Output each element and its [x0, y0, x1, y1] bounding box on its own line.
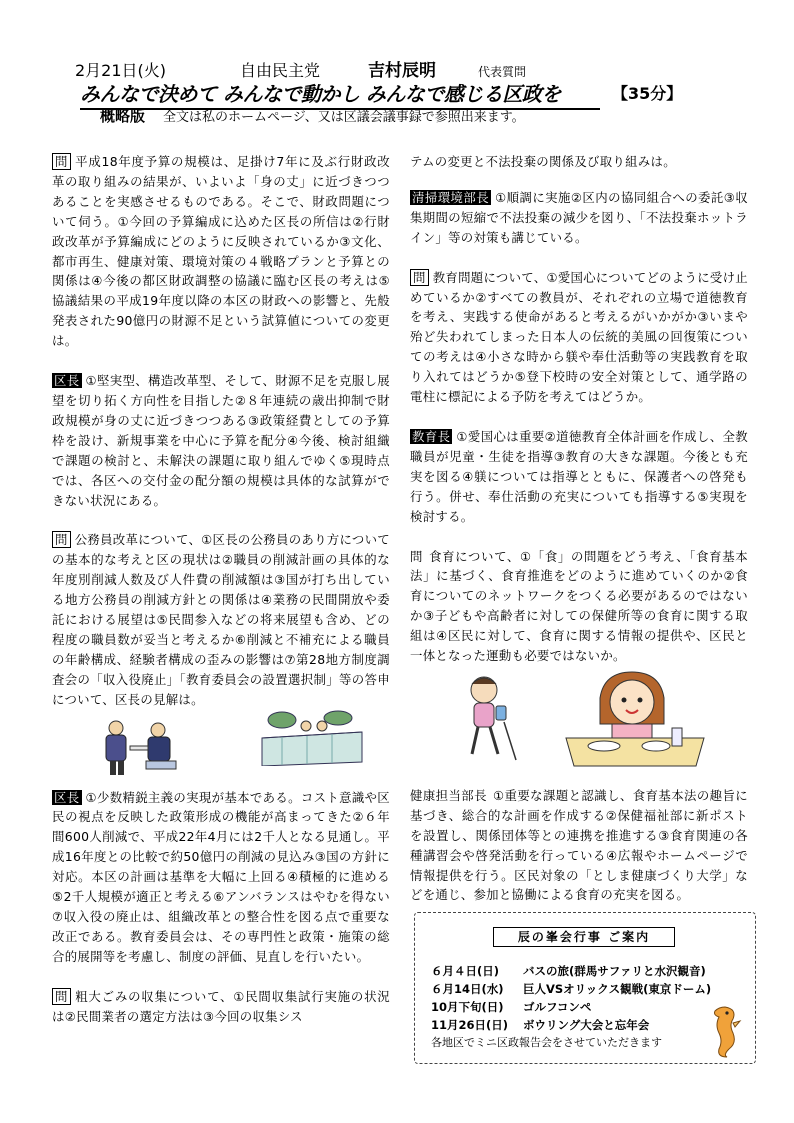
event-text: 巨人VSオリックス観戦(東京ドーム) — [523, 982, 712, 996]
question-education — [410, 268, 748, 407]
question-text: 公務員改革について、①区長の公務員のあり方についての基本的な考えと区の現状は②職員の削減計画の具体的な年度別削減人数及び人件費の削減額は③国が打ち出している地方公務員の削減方針との関係は④業務の民間開放や委託における展望は⑤民間参入などの将来展望も含め、どの程度の職員数が妥当と考えるか⑥削減と不補充による職員の年齢構成、経験者構成の歪みの影響は⑦第28地方制度調査会の「収入役廃止」「教育委員会の設置選択制」等の答申について、区長の見解は。 — [52, 532, 390, 707]
question-civil-service — [52, 530, 390, 709]
answer-tag: 清掃環境部長 — [412, 189, 490, 205]
question-text: 粗大ごみの収集について、①民間収集試行実施の状況は②民間業者の選定方法は③今回の収集シス — [52, 988, 390, 1024]
food-illustration — [410, 672, 748, 772]
left-column — [52, 152, 390, 1047]
events-note: 各地区でミニ区政報告会をさせていただきます — [431, 1036, 662, 1049]
event-date: 10月下旬(日) — [431, 1000, 504, 1014]
answer-garbage — [410, 188, 748, 248]
answer-text: ①順調に実施②区内の協同組合への委託③収集期間の短縮で不法投棄の減少を図り、「不法投棄ホットライン」等の対策も講じている。 — [410, 189, 748, 245]
summary-note: 全文は私のホームページ、又は区議会議事録で参照出来ます。 — [163, 110, 525, 125]
page-title: みんなで決めて みんなで動かし みんなで感じる区政を — [80, 82, 600, 110]
answer-text: ①愛国心は重要②道徳教育全体計画を作成し、全教職員が児童・生徒を指導③教育の大きな課題。今後とも充実を図る④躾については指導とともに、保護者への啓発も行う。併せ、奉仕活動の充実についても指導する⑤実現を検討する。 — [410, 428, 748, 524]
answer-text: ①重要な課題と認識し、食育基本法の趣旨に基づき、総合的な計画を作成する②保健福祉部に新ポストを設置し、関係団体等との連携を推進する③食育関連の各種講習会や啓発活動を行っている④広報やホームページで情報提供を行う。区民対象の「としま健康づくり大学」などを通じ、参加と協働による食育の充実を図る。 — [410, 787, 749, 903]
question-text: テムの変更と不法投棄の関係及び取り組みは。 — [410, 154, 676, 169]
answer-tag: 区長 — [54, 373, 80, 389]
answer-tag: 健康担当部長 — [410, 787, 487, 803]
question-budget — [52, 152, 390, 351]
officials-clipart — [86, 718, 196, 776]
question-garbage — [52, 987, 390, 1027]
event-row — [431, 999, 591, 1015]
header-meta — [75, 60, 675, 82]
question-tag: 問 — [52, 531, 71, 548]
event-row — [431, 1017, 649, 1033]
event-row — [431, 963, 706, 979]
event-date: ６月４日(日) — [431, 964, 500, 978]
header-minutes: 【35分】 — [612, 84, 683, 103]
answer-tag: 区長 — [54, 789, 80, 805]
question-tag: 問 — [410, 269, 429, 286]
question-tag: 問 — [52, 988, 71, 1005]
header-party: 自由民主党 — [240, 61, 321, 80]
header-date: 2月21日(火) — [75, 61, 167, 80]
question-garbage-cont — [410, 152, 748, 172]
question-tag: 問 — [410, 548, 424, 564]
question-text: 食育について、①「食」の問題をどう考え、「食育基本法」に基づく、食育推進をどのように進めていくのか②食育についてのネットワークをつくる必要があるのではないか③子どもや高齢者に対しての保健所等の食育に関する取組は④区民に対して、食育に関する情報の提供や、区民と一体となった運動も必要ではないか。 — [410, 548, 748, 664]
answer-text: ①堅実型、構造改革型、そして、財源不足を克服し展望を切り拓く方向性を目指した②８年連続の歳出抑制で財政規模が身の丈に近づきつつある③政策経費としての予算枠を設け、新規事業を中心に予算を配分④今後、検討組織で課題の検討と、未解決の課題に取り組んでゆく⑤現時点では、各区への交付金の配分額の規模は具体的な試算ができない状況にある。 — [52, 373, 390, 508]
right-column — [410, 152, 748, 925]
question-text: 平成18年度予算の規模は、足掛け7年に及ぶ行財政改革の取り組みの結果が、いよいよ「身の丈」に近づきつつあることを実感させるものである。そこで、財政問題について伺う。①今回の予算編成に込めた区長の所信は②行財政改革が予算編成にどのように反映されているか③文化、都市再生、健康対策、環境対策の４戦略プランと予算との関係は④今後の都区財政調整の協議に臨む区長の考えは⑤協議結果の平成19年度以降の本区の財政への影響と、先般発表された90億円の財源不足という試算値についての変更は。 — [52, 154, 390, 349]
events-title: 辰の峯会行事 ご案内 — [493, 927, 675, 947]
summary-line — [100, 105, 525, 127]
event-date: 11月26日(日) — [431, 1018, 509, 1032]
seahorse-clipart — [707, 1003, 743, 1059]
event-row — [431, 981, 711, 997]
answer-tag: 教育長 — [412, 428, 451, 444]
child-walking-clipart — [446, 672, 526, 762]
event-text: バスの旅(群馬サファリと水沢観音) — [523, 964, 706, 978]
answer-civil-service — [52, 788, 390, 967]
summary-label: 概略版 — [100, 107, 146, 125]
header-role: 代表質問 — [478, 65, 527, 79]
event-date: ６月14日(水) — [431, 982, 504, 996]
office-illustration — [52, 718, 390, 776]
event-text: ボウリング大会と忘年会 — [523, 1018, 650, 1032]
question-tag: 問 — [52, 153, 71, 170]
question-text: 教育問題について、①愛国心についてどのように受け止めているか②すべての教員が、それぞれの立場で道徳教育を考え、実践する使命があると考えるがいかがか③いまや殆ど失われてしまった日本人の伝統的美風の回復策についての考えは④小さな時から躾や奉仕活動等の実践教育を取り入れてはどうか⑤登下校時の安全対策として、通学路の電柱に標記による予防を考えてはどうか。 — [410, 269, 748, 405]
answer-text: ①少数精鋭主義の実現が基本である。コスト意識や区民の視点を反映した政策形成の機能が高まってきた②６年間600人削減で、平成22年4月には2千人となる見通し。平成16年度との比較で約50億円の削減の見込み③国の方針に対応。本区の計画は基準を大幅に上回る④積極的に進める⑤2千人規模が適正と考える⑥アンバランスはやむを得ない⑦収入役の廃止は、組織改革との整合性を図る点で重要な改正である。教育委員会は、その専門性と政策・施策の総合的展開等を考慮し、制度の評価、見直しを行いたい。 — [52, 789, 390, 964]
answer-budget — [52, 371, 390, 510]
answer-education — [410, 427, 748, 527]
question-food-education — [410, 547, 748, 666]
girl-eating-clipart — [560, 668, 710, 768]
answer-food-education — [410, 786, 748, 905]
reception-desk-clipart — [252, 708, 372, 766]
event-text: ゴルフコンペ — [523, 1000, 592, 1014]
events-box — [414, 912, 756, 1064]
header-name: 吉村辰明 — [368, 61, 436, 81]
